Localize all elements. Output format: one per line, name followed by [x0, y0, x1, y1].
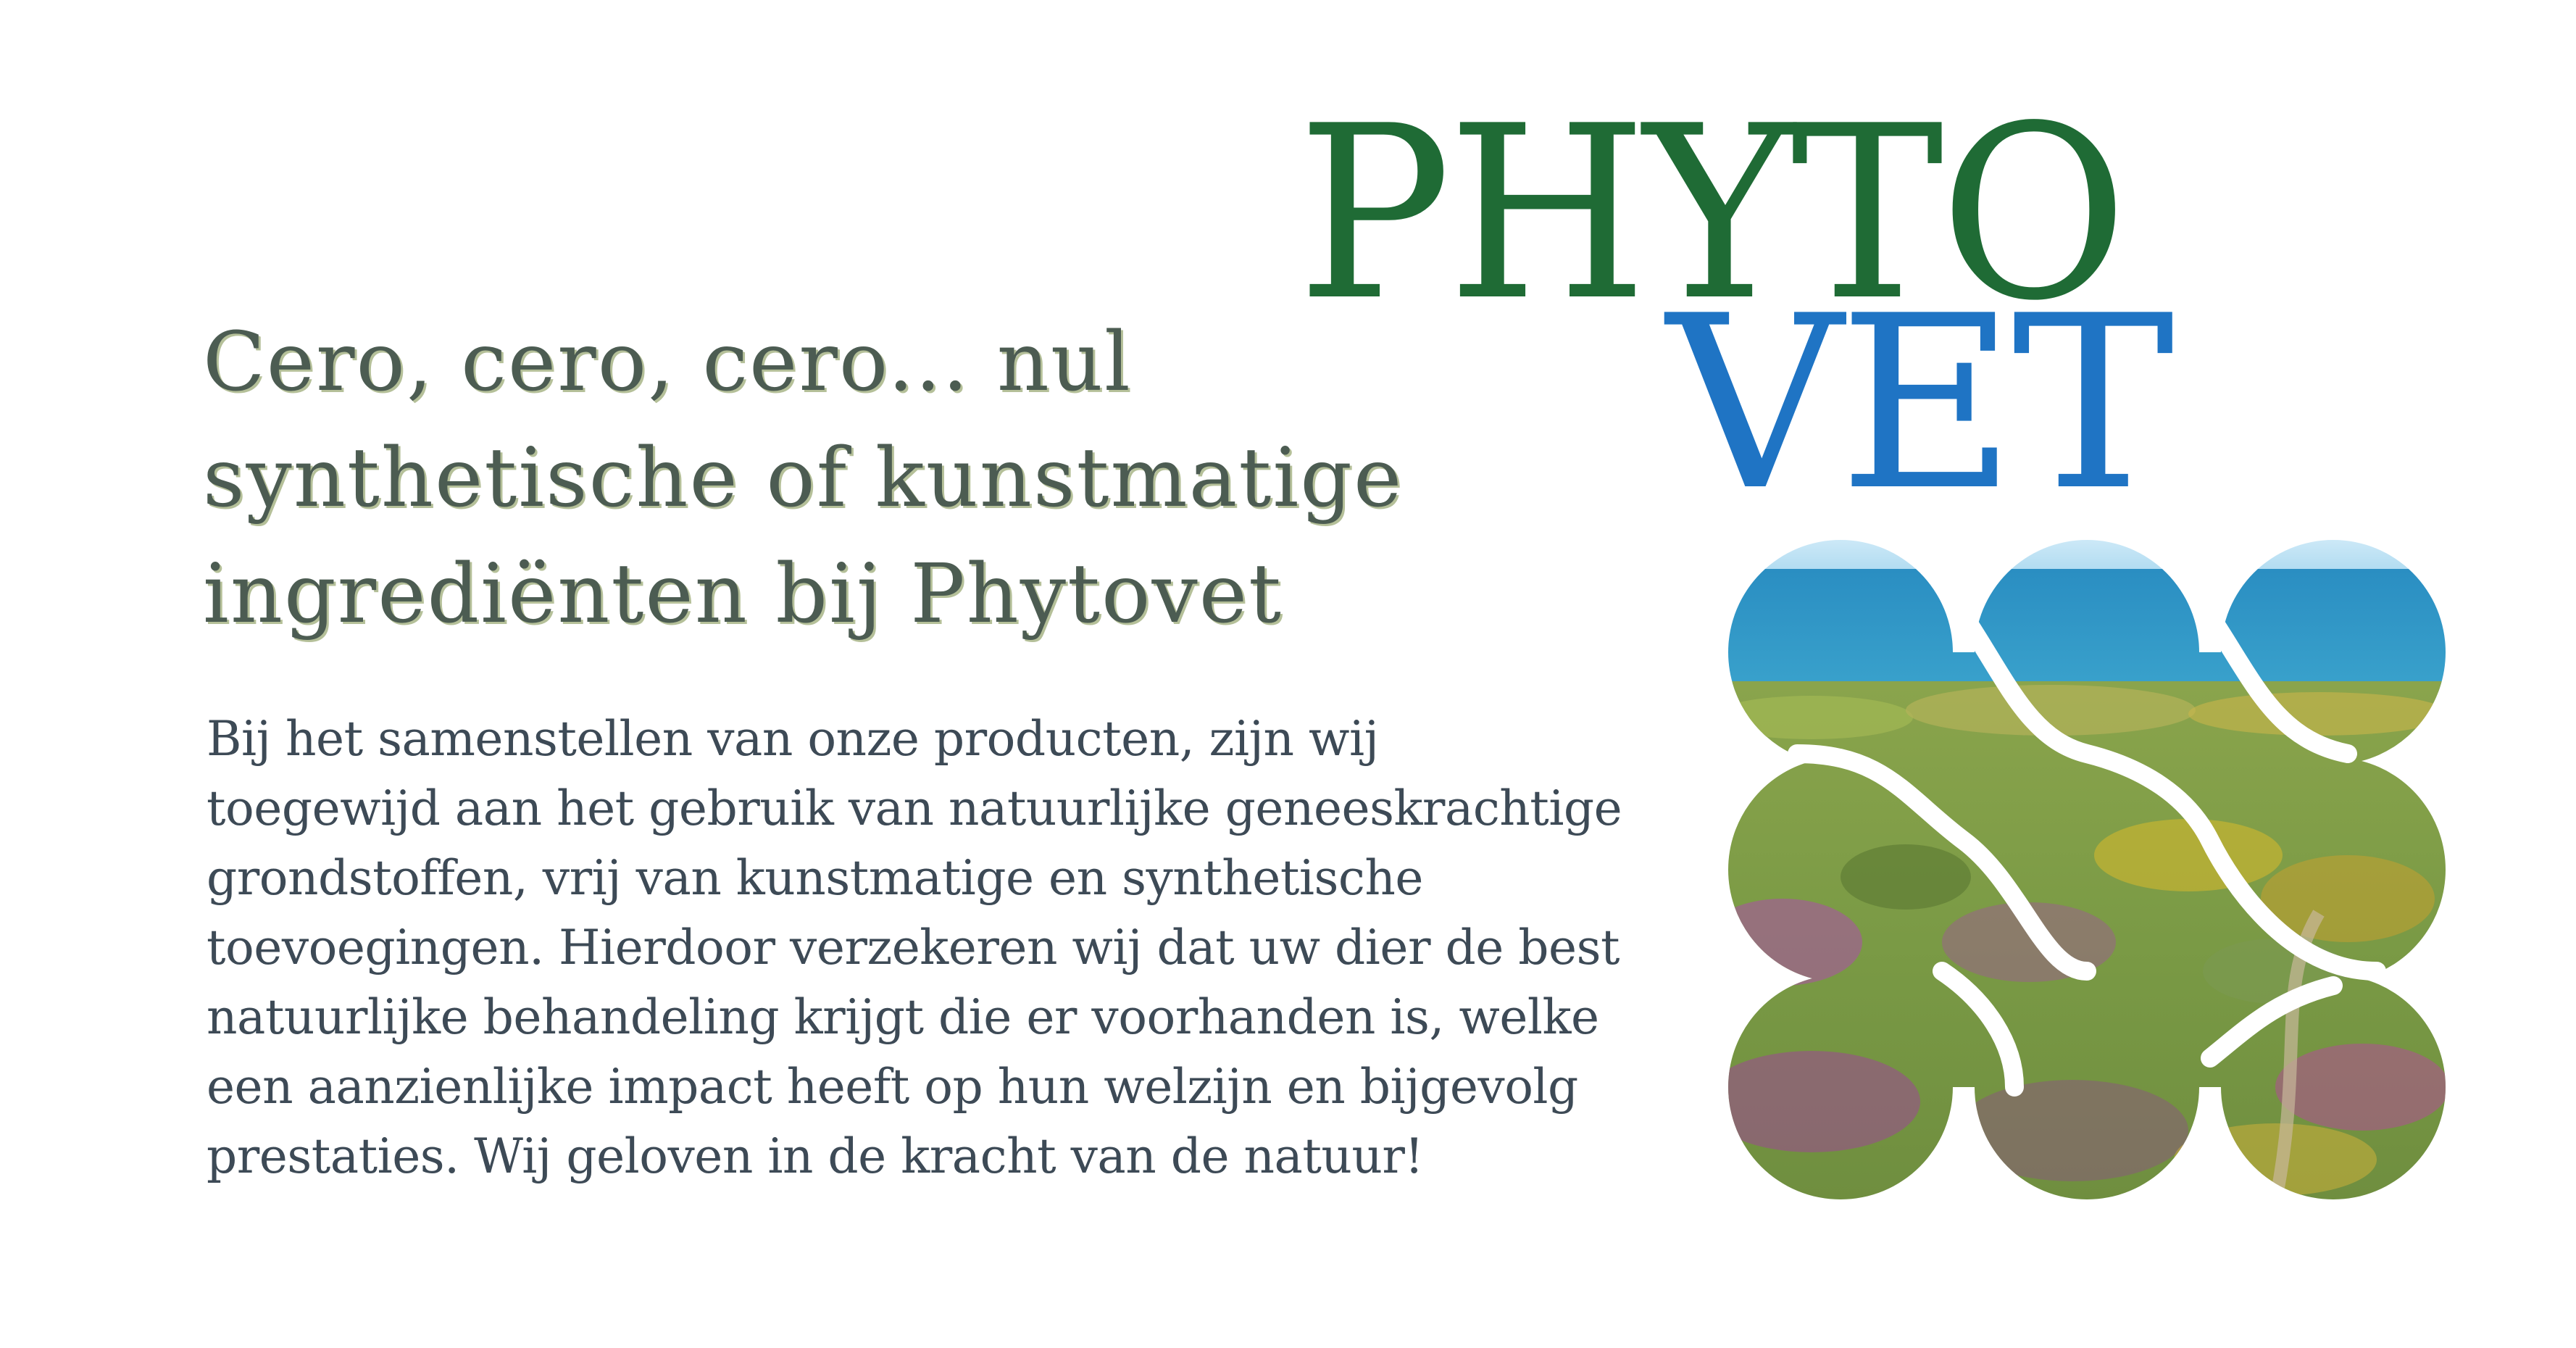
heathland-photo-pattern [1725, 536, 2449, 1203]
headline: Cero, cero, cero... nul synthetische of kunstmatige ingrediënten bij Phytovet [203, 315, 1404, 641]
body-line: een aanzienlijke impact heeft op hun welzijn en bijgevolg [207, 1059, 1578, 1115]
logo-word-vet: VET [1667, 265, 2170, 543]
body-line: grondstoffen, vrij van kunstmatige en synthetische [207, 850, 1423, 906]
logo-word-phyto: PHYTO [1297, 75, 2124, 353]
body-line: prestaties. Wij geloven in de kracht van de natuur! [207, 1128, 1424, 1184]
body-line: toevoegingen. Hierdoor verzekeren wij dat uw dier de best [207, 920, 1620, 975]
body-line: Bij het samenstellen van onze producten, zijn wij [207, 711, 1379, 767]
coastal-heathland-image [1725, 536, 2449, 1203]
body-line: natuurlijke behandeling krijgt die er voorhanden is, welke [207, 989, 1599, 1045]
body-line: toegewijd aan het gebruik van natuurlijke geneeskrachtige [207, 781, 1622, 836]
body-paragraph [207, 704, 1699, 1191]
